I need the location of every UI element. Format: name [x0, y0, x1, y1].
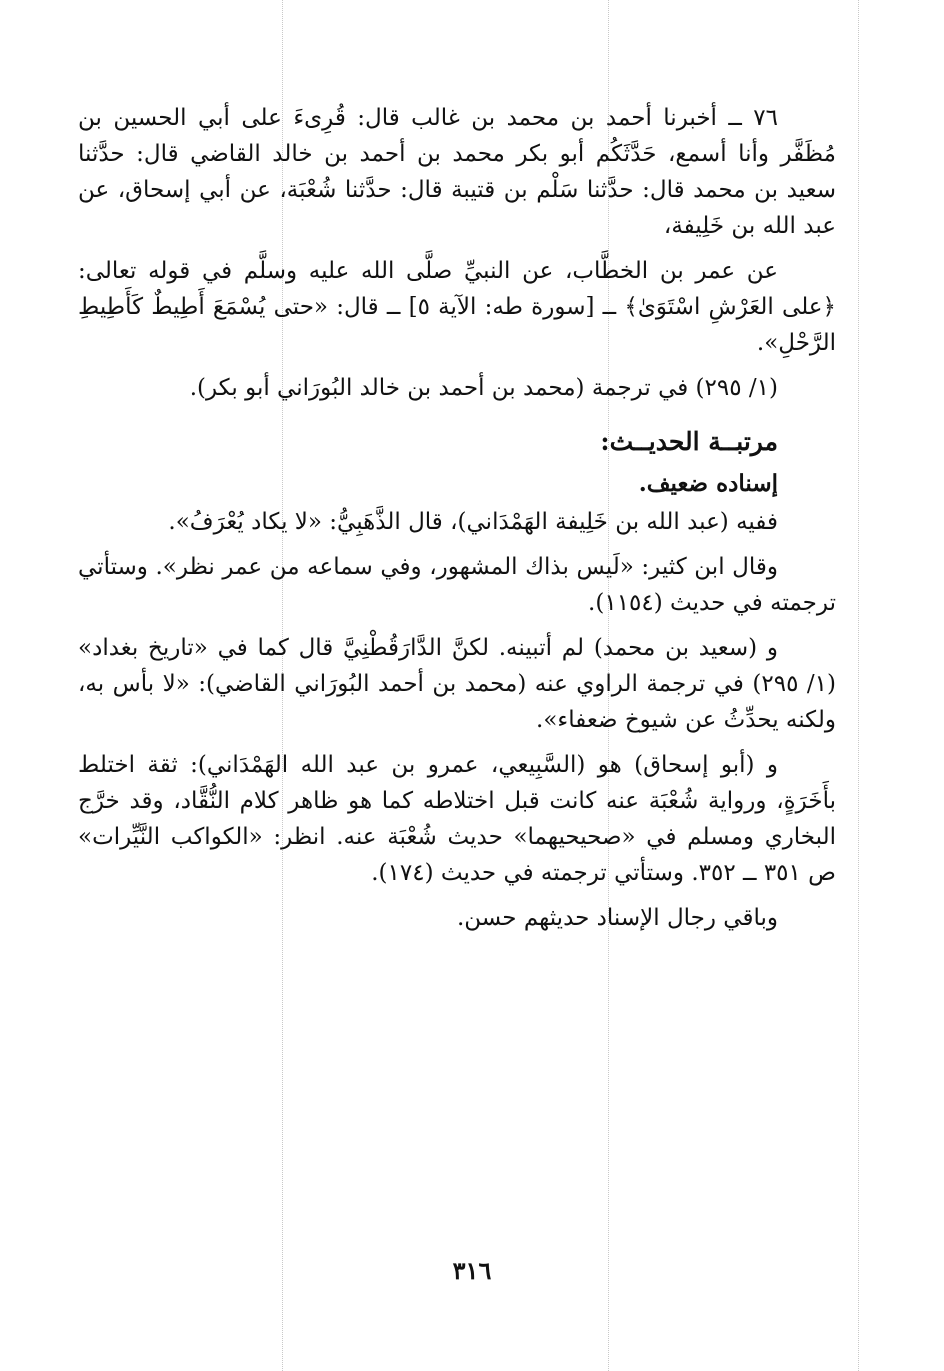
grading-paragraph-3: و (سعيد بن محمد) لم أتبينه. لكنَّ الدَّارَقُطْنِيَّ قال كما في «تاريخ بغداد» (١/ ٢٩٥) في ترجمة الراوي عنه (محمد بن أحمد البُورَاني القاضي): «لا بأس به، ولكنه يحدِّثُ عن شيوخ ضعفاء». — [78, 635, 837, 733]
grading-paragraph-5: وباقي رجال الإسناد حديثهم حسن. — [456, 905, 778, 931]
hadith-isnad: ٧٦ ــ أخبرنا أحمد بن محمد بن غالب قال: قُرِىءَ على أبي الحسين بن مُظَفَّر وأنا أسمع، حَدَّثَكُم أبو بكر محمد بن أحمد بن خالد القاضي قال: حدَّثنا سعيد بن محمد قال: حدَّثنا سَلْم بن قتيبة قال: حدَّثنا شُعْبَة، عن أبي إسحاق، عن عبد الله بن خَلِيفة، — [78, 105, 836, 239]
grading-paragraph-2: وقال ابن كثير: «لَيس بذاك المشهور، وفي سماعه من عمر نظر». وستأتي ترجمته في حديث (١١٥٤). — [78, 554, 836, 616]
grading-paragraph-4: و (أبو إسحاق) هو (السَّبِيعي، عمرو بن عبد الله الهَمْدَاني): ثقة اختلط بأَخَرَةٍ، ورواية شُعْبَة عنه كانت قبل اختلاطه كما هو ظاهر كلام النُّقَّاد، وقد خرَّج البخاري ومسلم في «صحيحيهما» حديث شُعْبَة عنه. انظر: «الكواكب النَّيِّرات» ص ٣٥١ ــ ٣٥٢. وستأتي ترجمته في حديث (١٧٤). — [78, 752, 836, 886]
grading-paragraph-1: ففيه (عبد الله بن خَلِيفة الهَمْدَاني)، قال الذَّهَبِيُّ: «لا يكاد يُعْرَفُ». — [168, 509, 778, 535]
grading-heading: مرتبــة الحديــث: — [600, 427, 778, 456]
grading-verdict: إسناده ضعيف. — [638, 470, 778, 497]
hadith-matn: عن عمر بن الخطَّاب، عن النبيِّ صلَّى الله عليه وسلَّم في قوله تعالى: ﴿على العَرْشِ اسْتَوَىٰ﴾ ــ [سورة طه: الآية ٥] ــ قال: «حتى يُسْمَعَ أَطِيطٌ كَأَطِيطِ الرَّحْلِ». — [78, 258, 837, 356]
page-number: ٣١٦ — [452, 1256, 492, 1285]
page-body — [78, 100, 836, 945]
scan-fold-line-right — [858, 0, 859, 1371]
hadith-source-reference: (١/ ٢٩٥) في ترجمة (محمد بن أحمد بن خالد البُورَاني أبو بكر). — [189, 375, 778, 401]
